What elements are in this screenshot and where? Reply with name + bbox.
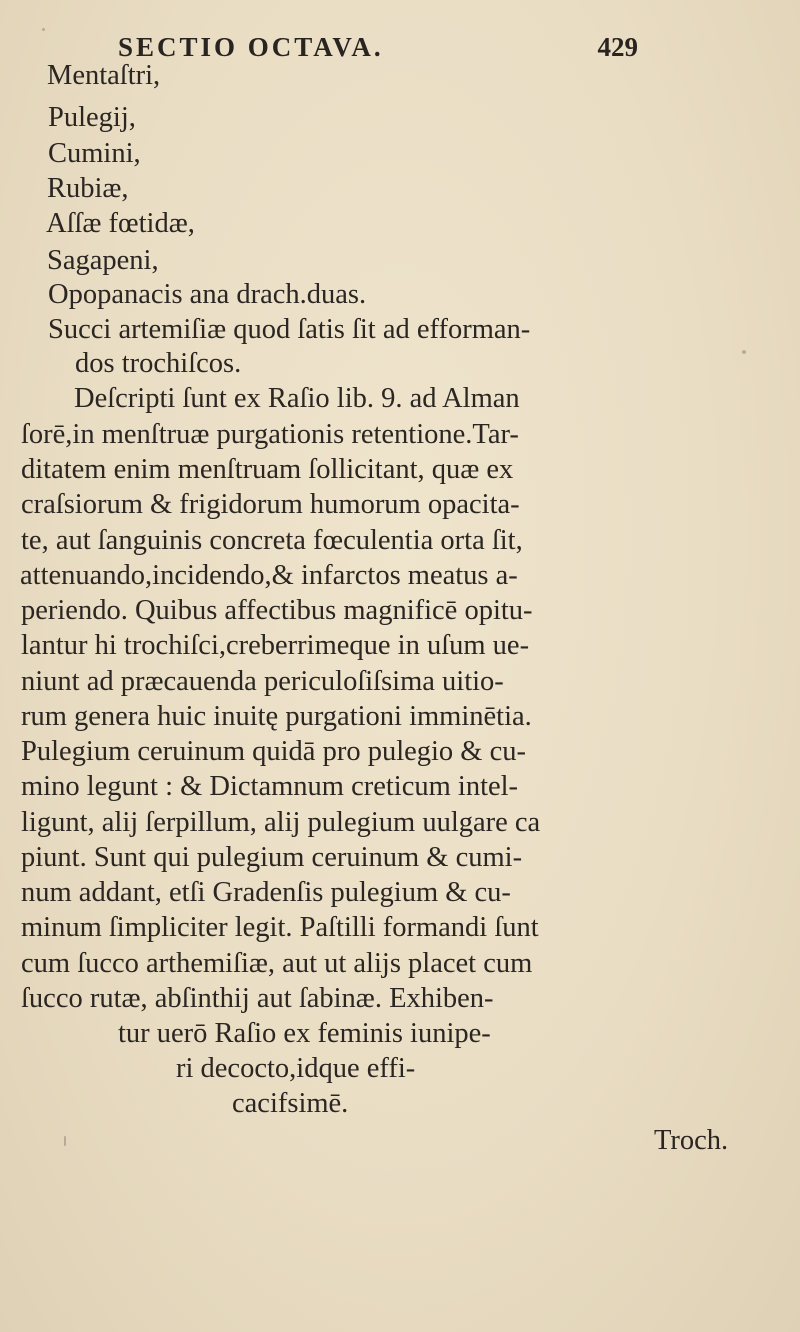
text-line: attenuando,incidendo,& infarctos meatus a- bbox=[20, 560, 518, 591]
text-line: Opopanacis ana drach.duas. bbox=[48, 279, 367, 310]
running-head: SECTIO OCTAVA. bbox=[118, 32, 384, 62]
text-line: Sagapeni, bbox=[47, 245, 159, 276]
text-line: te, aut ſanguinis concreta fœculentia orta ſit, bbox=[21, 525, 523, 556]
text-line: mino legunt : & Dictamnum creticum intel- bbox=[21, 771, 519, 802]
text-line: minum ſimpliciter legit. Paſtilli formandi ſunt bbox=[21, 912, 539, 943]
text-line: ri decocto,idque effi- bbox=[176, 1053, 416, 1084]
text-line: dos trochiſcos. bbox=[75, 348, 242, 379]
text-line: Aſſæ fœtidæ, bbox=[46, 208, 195, 239]
text-line: ſorē,in menſtruæ purgationis retentione.Tar- bbox=[21, 419, 519, 450]
text-line: Rubiæ, bbox=[47, 173, 129, 204]
text-line: craſsiorum & frigidorum humorum opacita- bbox=[21, 489, 520, 520]
text-line: rum genera huic inuitę purgationi imminētia. bbox=[21, 701, 532, 732]
paper-speck bbox=[64, 1136, 66, 1146]
paper-speck bbox=[42, 28, 45, 31]
catchword: Troch. bbox=[654, 1125, 729, 1156]
text-line: num addant, etſi Gradenſis pulegium & cu- bbox=[21, 877, 511, 908]
text-line: Pulegium ceruinum quidā pro pulegio & cu- bbox=[21, 736, 526, 767]
page-header bbox=[118, 32, 638, 68]
text-line: tur uerō Raſio ex feminis iunipe- bbox=[118, 1018, 491, 1049]
text-line: ſucco rutæ, abſinthij aut ſabinæ. Exhiben- bbox=[21, 983, 494, 1014]
text-line: piunt. Sunt qui pulegium ceruinum & cumi- bbox=[21, 842, 523, 873]
text-line: Cumini, bbox=[48, 138, 141, 169]
page-number: 429 bbox=[597, 32, 638, 62]
text-line: Succi artemiſiæ quod ſatis ſit ad efforman- bbox=[48, 314, 531, 345]
text-line: cum ſucco arthemiſiæ, aut ut alijs placet cum bbox=[21, 948, 533, 979]
text-line: lantur hi trochiſci,creberrimeque in uſum ue- bbox=[21, 630, 530, 661]
text-line: Mentaſtri, bbox=[47, 60, 161, 91]
paper-speck bbox=[742, 350, 746, 354]
text-line: Deſcripti ſunt ex Raſio lib. 9. ad Alman bbox=[74, 383, 520, 414]
text-line: ditatem enim menſtruam ſollicitant, quæ ex bbox=[21, 454, 514, 485]
text-line: ligunt, alij ſerpillum, alij pulegium uulgare ca bbox=[21, 807, 541, 838]
text-line: periendo. Quibus affectibus magnificē opitu- bbox=[21, 595, 533, 626]
text-line: cacifsimē. bbox=[232, 1088, 349, 1119]
text-line: niunt ad præcauenda periculoſiſsima uitio- bbox=[21, 666, 504, 697]
text-line: Pulegij, bbox=[48, 102, 136, 133]
